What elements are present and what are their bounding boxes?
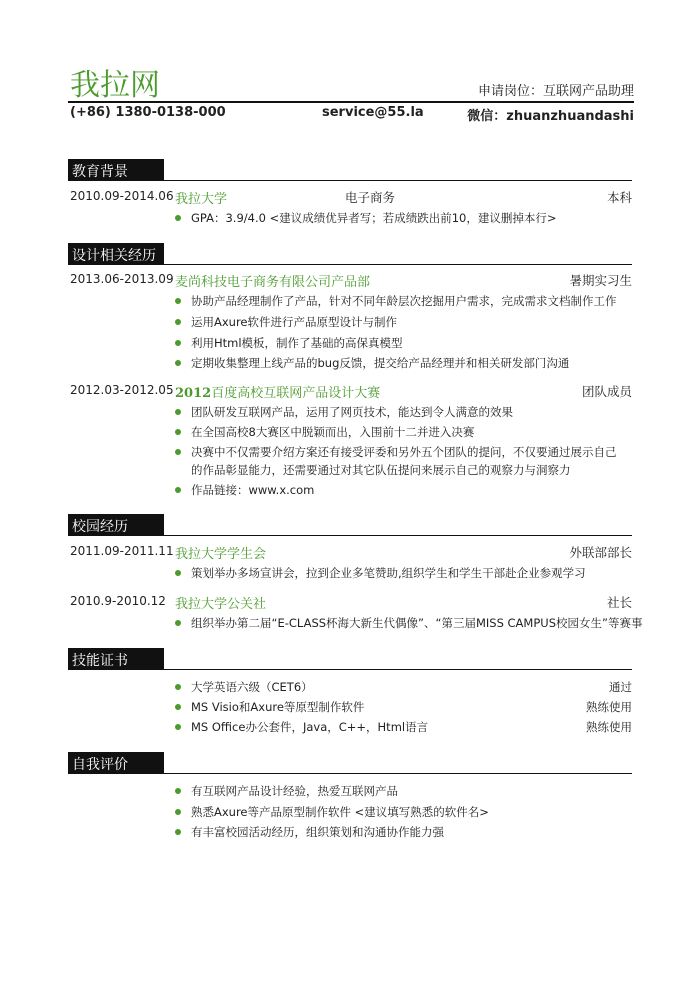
self-eval-section-header bbox=[68, 752, 632, 774]
wechat-id: 微信：zhuanzhuandashi bbox=[467, 109, 634, 124]
bullet-icon bbox=[175, 319, 181, 325]
bullet-icon bbox=[175, 409, 181, 415]
bullet-icon bbox=[175, 620, 181, 626]
design-section-header bbox=[68, 243, 632, 265]
bullet-icon bbox=[175, 215, 181, 221]
skill-level: 熟练使用 bbox=[586, 720, 632, 734]
list-item: 大学英语六级（CET6） bbox=[175, 679, 313, 695]
campus-title: 校园经历 bbox=[72, 519, 128, 535]
design-title: 设计相关经历 bbox=[72, 248, 156, 264]
education-section-header bbox=[68, 159, 632, 181]
experience-org: 我拉大学公关社 bbox=[175, 597, 267, 612]
bullet-icon bbox=[175, 724, 181, 730]
skill-level: 通过 bbox=[609, 680, 632, 694]
list-item: 在全国高校8大赛区中脱颖而出，入围前十二并进入决赛 bbox=[175, 424, 474, 440]
experience-date: 2012.03-2012.05 bbox=[70, 383, 174, 397]
bullet-icon bbox=[175, 340, 181, 346]
list-item: 协助产品经理制作了产品，针对不同年龄层次挖掘用户需求，完成需求文档制作工作 bbox=[175, 293, 617, 309]
bullet-icon bbox=[175, 487, 181, 493]
list-item: 作品链接：www.x.com bbox=[175, 482, 314, 498]
header-divider bbox=[68, 101, 634, 103]
experience-date: 2011.09-2011.11 bbox=[70, 544, 174, 558]
experience-org: 我拉大学学生会 bbox=[175, 547, 267, 562]
bullet-icon bbox=[175, 449, 181, 455]
experience-org: 麦尚科技电子商务有限公司产品部 bbox=[175, 275, 371, 290]
list-item: GPA：3.9/4.0 <建议成绩优异者写；若成绩跌出前10，建议删掉本行> bbox=[175, 210, 557, 226]
list-item: MS Office办公套件，Java，C++，Html语言 bbox=[175, 719, 428, 735]
list-item: 决赛中不仅需要介绍方案还有接受评委和另外五个团队的提问，不仅要通过展示自己 bbox=[175, 444, 617, 460]
bullet-icon bbox=[175, 298, 181, 304]
experience-role: 外联部部长 bbox=[569, 545, 632, 560]
bullet-icon bbox=[175, 570, 181, 576]
email-address: service@55.la bbox=[322, 105, 424, 120]
list-item: 定期收集整理上线产品的bug反馈，提交给产品经理并和相关研发部门沟通 bbox=[175, 355, 569, 371]
list-item: 熟悉Axure等产品原型制作软件 <建议填写熟悉的软件名> bbox=[175, 804, 489, 820]
education-major: 电子商务 bbox=[345, 190, 396, 205]
bullet-icon bbox=[175, 788, 181, 794]
education-date: 2010.09-2014.06 bbox=[70, 189, 174, 203]
list-item: 运用Axure软件进行产品原型设计与制作 bbox=[175, 314, 397, 330]
bullet-icon bbox=[175, 829, 181, 835]
resume-name: 我拉网 bbox=[70, 68, 160, 103]
education-school: 我拉大学 bbox=[175, 192, 228, 207]
bullet-icon bbox=[175, 360, 181, 366]
experience-date: 2010.9-2010.12 bbox=[70, 594, 166, 608]
bullet-icon bbox=[175, 704, 181, 710]
competition-year: 2012 bbox=[175, 386, 212, 401]
list-item: 团队研发互联网产品，运用了网页技术，能达到令人满意的效果 bbox=[175, 404, 513, 420]
phone-number: (+86) 1380-0138-000 bbox=[70, 105, 226, 120]
list-item: MS Visio和Axure等原型制作软件 bbox=[175, 699, 364, 715]
list-item: 有互联网产品设计经验，热爱互联网产品 bbox=[175, 783, 398, 799]
bullet-icon bbox=[175, 429, 181, 435]
skills-title: 技能证书 bbox=[72, 653, 128, 669]
campus-section-header bbox=[68, 514, 632, 536]
experience-org bbox=[175, 382, 380, 401]
list-item: 策划举办多场宣讲会，拉到企业多笔赞助,组织学生和学生干部赴企业参观学习 bbox=[175, 565, 586, 581]
education-degree: 本科 bbox=[606, 190, 632, 205]
skill-level: 熟练使用 bbox=[586, 700, 632, 714]
self-eval-title: 自我评价 bbox=[72, 757, 128, 773]
experience-date: 2013.06-2013.09 bbox=[70, 272, 174, 286]
bullet-icon bbox=[175, 809, 181, 815]
experience-role: 社长 bbox=[606, 595, 632, 610]
applied-position: 申请岗位：互联网产品助理 bbox=[477, 84, 634, 99]
competition-name: 百度高校互联网产品设计大赛 bbox=[211, 386, 381, 401]
experience-role: 暑期实习生 bbox=[569, 273, 632, 288]
skills-section-header bbox=[68, 648, 632, 670]
list-item-continuation: 的作品彰显能力，还需要通过对其它队伍提问来展示自己的观察力与洞察力 bbox=[191, 463, 571, 477]
list-item: 组织举办第二届“E-CLASS杯海大新生代偶像”、“第三届MISS CAMPUS校园女生”等赛事 bbox=[175, 615, 642, 631]
list-item: 利用Html模板，制作了基础的高保真模型 bbox=[175, 335, 403, 351]
education-title: 教育背景 bbox=[72, 164, 128, 180]
list-item: 有丰富校园活动经历，组织策划和沟通协作能力强 bbox=[175, 824, 444, 840]
experience-role: 团队成员 bbox=[581, 384, 632, 399]
bullet-icon bbox=[175, 684, 181, 690]
